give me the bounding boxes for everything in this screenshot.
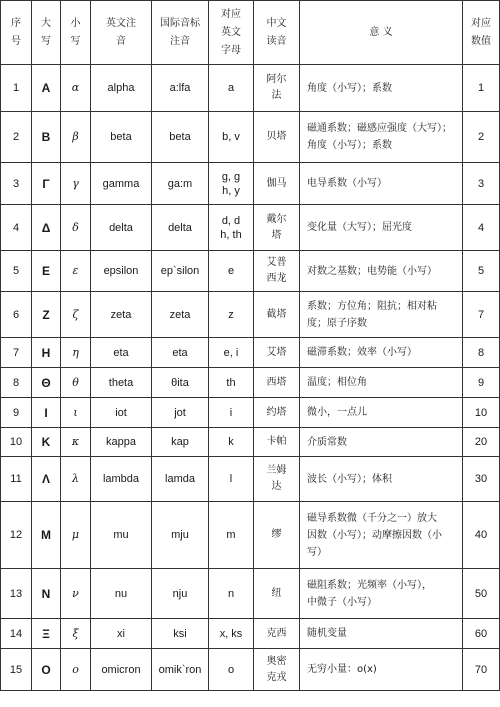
table-row: [1, 428, 500, 457]
cell-chinese-reading: 伽马: [254, 163, 300, 205]
cell-english-pronunciation: zeta: [91, 292, 152, 338]
table-body: [1, 65, 500, 691]
cell-corresponding-letter: e, i: [209, 338, 254, 368]
cell-meaning: 磁导系数微（千分之一）放大 因数（小写）；动摩擦因数（小 写）: [300, 502, 463, 569]
cell-meaning: 无穷小量：o(x): [300, 649, 463, 691]
cell-serial-number: 11: [1, 457, 32, 502]
table-row: [1, 649, 500, 691]
table-row: [1, 619, 500, 649]
cell-ipa: θita: [152, 368, 209, 398]
cell-corresponding-letter: a: [209, 65, 254, 112]
table-row: [1, 112, 500, 163]
cell-corresponding-letter: o: [209, 649, 254, 691]
cell-value: 3: [463, 163, 500, 205]
cell-english-pronunciation: lambda: [91, 457, 152, 502]
cell-english-pronunciation: gamma: [91, 163, 152, 205]
cell-meaning: 对数之基数；电势能（小写）: [300, 251, 463, 292]
cell-meaning: 变化量（大写）；屈光度: [300, 205, 463, 251]
header-value: 对应 数值: [463, 1, 500, 65]
cell-value: 30: [463, 457, 500, 502]
cell-uppercase: Θ: [32, 368, 61, 398]
cell-english-pronunciation: theta: [91, 368, 152, 398]
cell-meaning: 温度；相位角: [300, 368, 463, 398]
cell-value: 8: [463, 338, 500, 368]
table-row: [1, 292, 500, 338]
cell-meaning: 电导系数（小写）: [300, 163, 463, 205]
cell-uppercase: Γ: [32, 163, 61, 205]
cell-chinese-reading: 艾普 西龙: [254, 251, 300, 292]
cell-chinese-reading: 兰姆 达: [254, 457, 300, 502]
cell-uppercase: Ο: [32, 649, 61, 691]
cell-corresponding-letter: e: [209, 251, 254, 292]
cell-meaning: 角度（小写）；系数: [300, 65, 463, 112]
cell-uppercase: Α: [32, 65, 61, 112]
cell-serial-number: 15: [1, 649, 32, 691]
cell-english-pronunciation: mu: [91, 502, 152, 569]
cell-english-pronunciation: nu: [91, 569, 152, 619]
header-lowercase: 小 写: [61, 1, 91, 65]
cell-english-pronunciation: xi: [91, 619, 152, 649]
cell-meaning: 随机变量: [300, 619, 463, 649]
table-row: [1, 65, 500, 112]
header-corresponding-letter: 对应 英文 字母: [209, 1, 254, 65]
cell-english-pronunciation: epsilon: [91, 251, 152, 292]
cell-chinese-reading: 截塔: [254, 292, 300, 338]
cell-meaning: 介质常数: [300, 428, 463, 457]
cell-ipa: kap: [152, 428, 209, 457]
cell-lowercase: λ: [61, 457, 91, 502]
cell-chinese-reading: 贝塔: [254, 112, 300, 163]
cell-uppercase: Δ: [32, 205, 61, 251]
cell-meaning: 磁通系数；磁感应强度（大写）； 角度（小写）；系数: [300, 112, 463, 163]
cell-chinese-reading: 约塔: [254, 398, 300, 428]
cell-english-pronunciation: alpha: [91, 65, 152, 112]
cell-value: 60: [463, 619, 500, 649]
cell-value: 50: [463, 569, 500, 619]
cell-uppercase: Ι: [32, 398, 61, 428]
cell-uppercase: Ξ: [32, 619, 61, 649]
cell-uppercase: Η: [32, 338, 61, 368]
cell-serial-number: 2: [1, 112, 32, 163]
cell-lowercase: η: [61, 338, 91, 368]
cell-lowercase: κ: [61, 428, 91, 457]
cell-english-pronunciation: delta: [91, 205, 152, 251]
cell-uppercase: Μ: [32, 502, 61, 569]
table-row: [1, 398, 500, 428]
cell-lowercase: ξ: [61, 619, 91, 649]
cell-value: 7: [463, 292, 500, 338]
table-row: [1, 205, 500, 251]
cell-serial-number: 4: [1, 205, 32, 251]
cell-chinese-reading: 奥密 克戎: [254, 649, 300, 691]
header-chinese-reading: 中文 读音: [254, 1, 300, 65]
table-row: [1, 457, 500, 502]
cell-corresponding-letter: l: [209, 457, 254, 502]
cell-ipa: beta: [152, 112, 209, 163]
cell-lowercase: ν: [61, 569, 91, 619]
cell-ipa: mju: [152, 502, 209, 569]
cell-english-pronunciation: beta: [91, 112, 152, 163]
table-row: [1, 163, 500, 205]
cell-ipa: omik`ron: [152, 649, 209, 691]
table-row: [1, 569, 500, 619]
table-row: [1, 338, 500, 368]
cell-uppercase: Ν: [32, 569, 61, 619]
cell-lowercase: ε: [61, 251, 91, 292]
cell-value: 9: [463, 368, 500, 398]
cell-corresponding-letter: n: [209, 569, 254, 619]
cell-ipa: eta: [152, 338, 209, 368]
cell-value: 1: [463, 65, 500, 112]
cell-corresponding-letter: i: [209, 398, 254, 428]
cell-corresponding-letter: z: [209, 292, 254, 338]
cell-english-pronunciation: eta: [91, 338, 152, 368]
cell-serial-number: 9: [1, 398, 32, 428]
cell-ipa: delta: [152, 205, 209, 251]
cell-value: 20: [463, 428, 500, 457]
header-ipa: 国际音标 注音: [152, 1, 209, 65]
cell-value: 2: [463, 112, 500, 163]
header-uppercase: 大 写: [32, 1, 61, 65]
cell-meaning: 微小，一点儿: [300, 398, 463, 428]
cell-meaning: 磁阻系数；光频率（小写）， 中微子（小写）: [300, 569, 463, 619]
cell-chinese-reading: 阿尔 法: [254, 65, 300, 112]
cell-lowercase: θ: [61, 368, 91, 398]
cell-value: 4: [463, 205, 500, 251]
cell-uppercase: Λ: [32, 457, 61, 502]
cell-corresponding-letter: d, d h, th: [209, 205, 254, 251]
cell-ipa: ep`silon: [152, 251, 209, 292]
cell-serial-number: 3: [1, 163, 32, 205]
cell-ipa: ga:m: [152, 163, 209, 205]
table-row: [1, 251, 500, 292]
cell-serial-number: 6: [1, 292, 32, 338]
cell-ipa: zeta: [152, 292, 209, 338]
cell-chinese-reading: 戴尔 塔: [254, 205, 300, 251]
cell-ipa: ksi: [152, 619, 209, 649]
cell-lowercase: μ: [61, 502, 91, 569]
cell-corresponding-letter: th: [209, 368, 254, 398]
cell-lowercase: ι: [61, 398, 91, 428]
cell-lowercase: ζ: [61, 292, 91, 338]
cell-ipa: a:lfa: [152, 65, 209, 112]
cell-serial-number: 14: [1, 619, 32, 649]
cell-chinese-reading: 克西: [254, 619, 300, 649]
table-row: [1, 502, 500, 569]
cell-corresponding-letter: g, g h, y: [209, 163, 254, 205]
cell-value: 70: [463, 649, 500, 691]
cell-serial-number: 12: [1, 502, 32, 569]
cell-uppercase: Κ: [32, 428, 61, 457]
cell-serial-number: 7: [1, 338, 32, 368]
header-row: [1, 1, 500, 65]
cell-meaning: 磁滞系数；效率（小写）: [300, 338, 463, 368]
cell-english-pronunciation: kappa: [91, 428, 152, 457]
cell-value: 40: [463, 502, 500, 569]
cell-serial-number: 8: [1, 368, 32, 398]
cell-ipa: nju: [152, 569, 209, 619]
cell-meaning: 系数；方位角；阻抗；相对粘 度；原子序数: [300, 292, 463, 338]
cell-serial-number: 5: [1, 251, 32, 292]
cell-chinese-reading: 西塔: [254, 368, 300, 398]
cell-value: 10: [463, 398, 500, 428]
cell-chinese-reading: 纽: [254, 569, 300, 619]
cell-chinese-reading: 缪: [254, 502, 300, 569]
cell-corresponding-letter: m: [209, 502, 254, 569]
cell-lowercase: δ: [61, 205, 91, 251]
cell-ipa: jot: [152, 398, 209, 428]
cell-corresponding-letter: k: [209, 428, 254, 457]
cell-corresponding-letter: b, v: [209, 112, 254, 163]
cell-lowercase: α: [61, 65, 91, 112]
cell-chinese-reading: 卡帕: [254, 428, 300, 457]
cell-chinese-reading: 艾塔: [254, 338, 300, 368]
cell-lowercase: γ: [61, 163, 91, 205]
cell-ipa: lamda: [152, 457, 209, 502]
cell-uppercase: Ζ: [32, 292, 61, 338]
cell-corresponding-letter: x, ks: [209, 619, 254, 649]
cell-lowercase: β: [61, 112, 91, 163]
cell-meaning: 波长（小写）；体积: [300, 457, 463, 502]
header-serial-number: 序 号: [1, 1, 32, 65]
table-row: [1, 368, 500, 398]
cell-lowercase: ο: [61, 649, 91, 691]
cell-serial-number: 10: [1, 428, 32, 457]
header-meaning: 意 义: [300, 1, 463, 65]
header-english-pronunciation: 英文注 音: [91, 1, 152, 65]
cell-serial-number: 13: [1, 569, 32, 619]
cell-uppercase: Β: [32, 112, 61, 163]
cell-uppercase: Ε: [32, 251, 61, 292]
cell-english-pronunciation: omicron: [91, 649, 152, 691]
cell-value: 5: [463, 251, 500, 292]
cell-serial-number: 1: [1, 65, 32, 112]
cell-english-pronunciation: iot: [91, 398, 152, 428]
